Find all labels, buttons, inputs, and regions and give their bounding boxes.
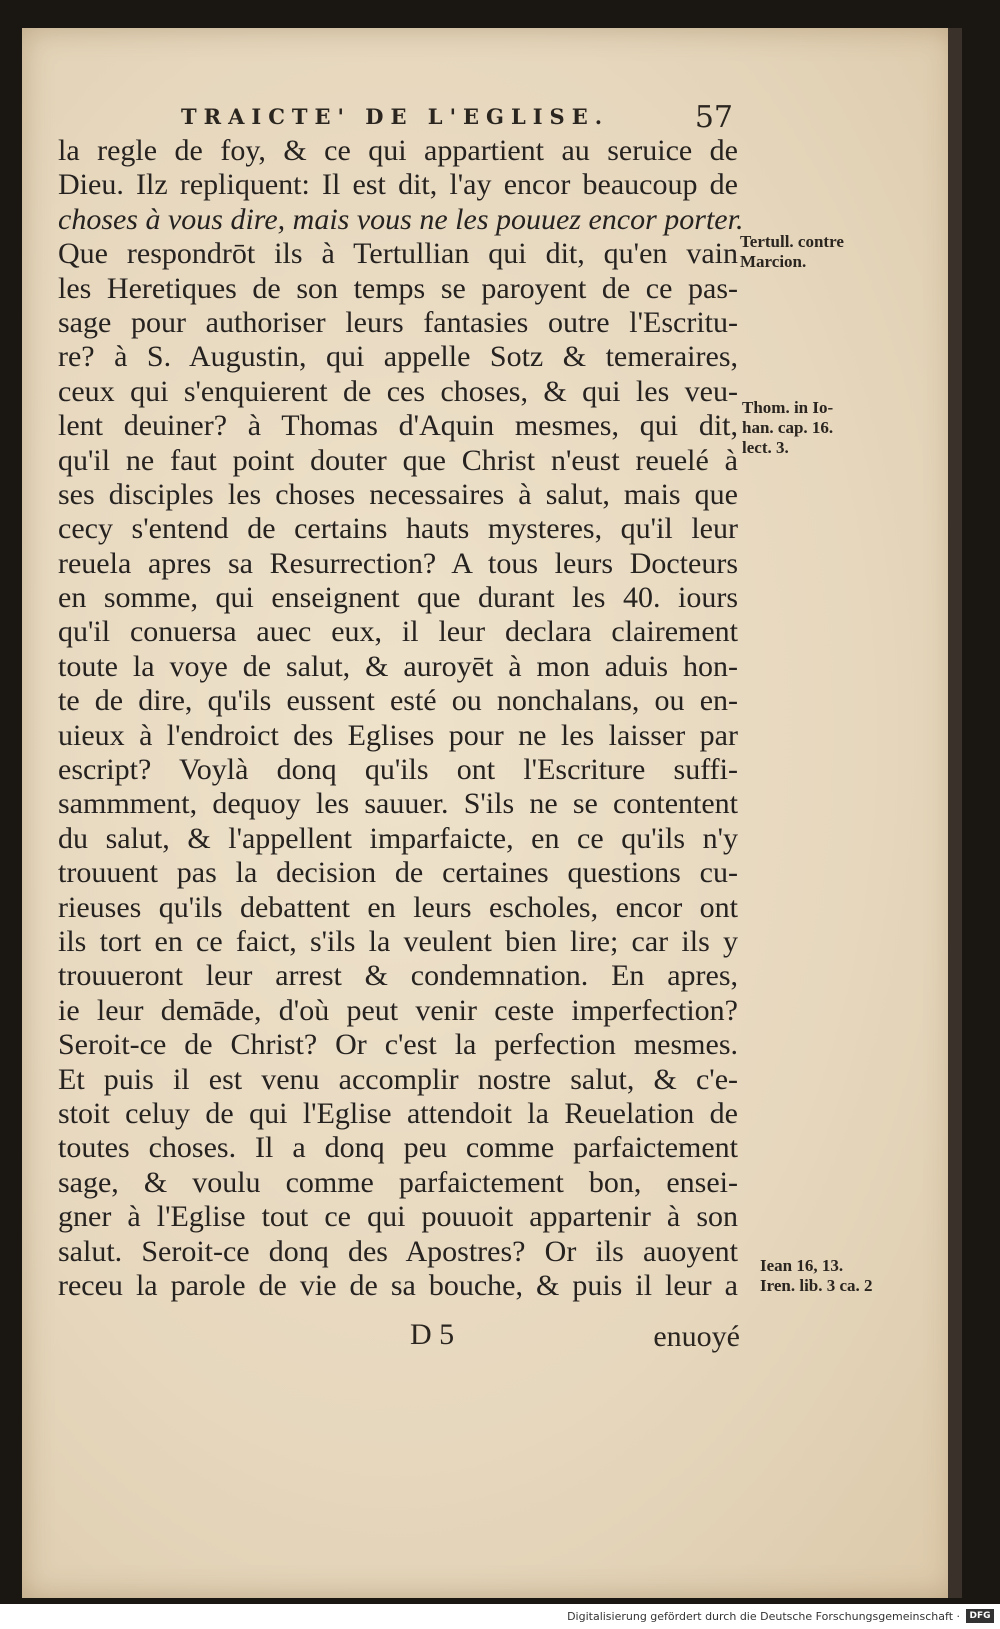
margin-note-line: Iren. lib. 3 ca. 2 <box>760 1276 873 1295</box>
text-line: cecy s'entend de certains hauts mysteres, qu'il leur <box>58 512 738 546</box>
margin-note-iean-iren <box>760 1256 873 1296</box>
text-line: qu'il ne faut point douter que Christ n'eust reuelé à <box>58 443 738 477</box>
text-line: sammment, dequoy les sauuer. S'ils ne se contentent <box>58 787 738 821</box>
text-line: ie leur demāde, d'où peut venir ceste imperfection? <box>58 993 738 1027</box>
text-line: Seroit-ce de Christ? Or c'est la perfection mesmes. <box>58 1028 738 1062</box>
dfg-logo: DFG <box>966 1609 994 1623</box>
margin-note-thomas <box>742 398 833 458</box>
text-line: uieux à l'endroict des Eglises pour ne les laisser par <box>58 718 738 752</box>
text-line: toute la voye de salut, & auroyēt à mon aduis hon- <box>58 649 738 683</box>
signature-mark: D 5 <box>410 1318 455 1351</box>
margin-note-line: Tertull. contre <box>740 232 844 251</box>
text-line: ils tort en ce faict, s'ils la veulent bien lire; car ils y <box>58 924 738 958</box>
text-line: gner à l'Eglise tout ce qui pouuoit appartenir à son <box>58 1200 738 1234</box>
text-line: Et puis il est venu accomplir nostre salut, & c'e- <box>58 1062 738 1096</box>
text-line: du salut, & l'appellent imparfaicte, en ce qu'ils n'y <box>58 821 738 855</box>
text-line: sage, & voulu comme parfaictement bon, ensei- <box>58 1165 738 1199</box>
running-head <box>181 100 733 134</box>
page-edge <box>948 28 962 1598</box>
text-line: trouueront leur arrest & condemnation. En apres, <box>58 959 738 993</box>
footer-bar <box>0 1604 1000 1629</box>
margin-note-tertullian <box>740 232 844 272</box>
text-line: choses à vous dire, mais vous ne les pouuez encor porter. <box>58 202 744 236</box>
page-number: 57 <box>694 100 733 135</box>
text-line: re? à S. Augustin, qui appelle Sotz & temeraires, <box>58 340 738 374</box>
text-line: en somme, qui enseignent que durant les 40. iours <box>58 581 738 615</box>
text-line: ceux qui s'enquierent de ces choses, & qui les veu- <box>58 374 738 408</box>
text-line: les Heretiques de son temps se paroyent de ce pas- <box>58 271 738 305</box>
running-head-title: TRAICTE' DE L'EGLISE. <box>181 104 610 129</box>
text-line: escript? Voylà donq qu'ils ont l'Escriture suffi- <box>58 753 738 787</box>
catchword: enuoyé <box>653 1320 740 1353</box>
body-text <box>58 134 744 1303</box>
margin-note-line: Thom. in Io- <box>742 398 834 417</box>
footer-credit: Digitalisierung gefördert durch die Deutsche Forschungsgemeinschaft · <box>567 1610 960 1623</box>
text-line: sage pour authoriser leurs fantasies outre l'Escritu- <box>58 305 738 339</box>
text-line: stoit celuy de qui l'Eglise attendoit la Reuelation de <box>58 1096 738 1130</box>
text-line: rieuses qu'ils debattent en leurs escholes, encor ont <box>58 890 738 924</box>
margin-note-line: Marcion. <box>740 252 807 271</box>
text-line: reuela apres sa Resurrection? A tous leurs Docteurs <box>58 546 738 580</box>
text-line: receu la parole de vie de sa bouche, & puis il leur a <box>58 1268 738 1302</box>
text-line: ses disciples les choses necessaires à salut, mais que <box>58 477 738 511</box>
margin-note-line: lect. 3. <box>742 438 789 457</box>
signature-row <box>410 1318 740 1358</box>
text-line: trouuent pas la decision de certaines questions cu- <box>58 856 738 890</box>
text-line: toutes choses. Il a donq peu comme parfaictement <box>58 1131 738 1165</box>
text-line: te de dire, qu'ils eussent esté ou nonchalans, ou en- <box>58 684 738 718</box>
text-line: salut. Seroit-ce donq des Apostres? Or ils auoyent <box>58 1234 738 1268</box>
text-line: Que respondrōt ils à Tertullian qui dit, qu'en vain <box>58 237 738 271</box>
margin-note-line: Iean 16, 13. <box>760 1256 844 1275</box>
margin-note-line: han. cap. 16. <box>742 418 834 437</box>
text-line: Dieu. Ilz repliquent: Il est dit, l'ay encor beaucoup de <box>58 168 738 202</box>
text-line: la regle de foy, & ce qui appartient au seruice de <box>58 134 738 167</box>
text-line: qu'il conuersa auec eux, il leur declara clairement <box>58 615 738 649</box>
text-line: lent deuiner? à Thomas d'Aquin mesmes, qui dit, <box>58 409 738 443</box>
